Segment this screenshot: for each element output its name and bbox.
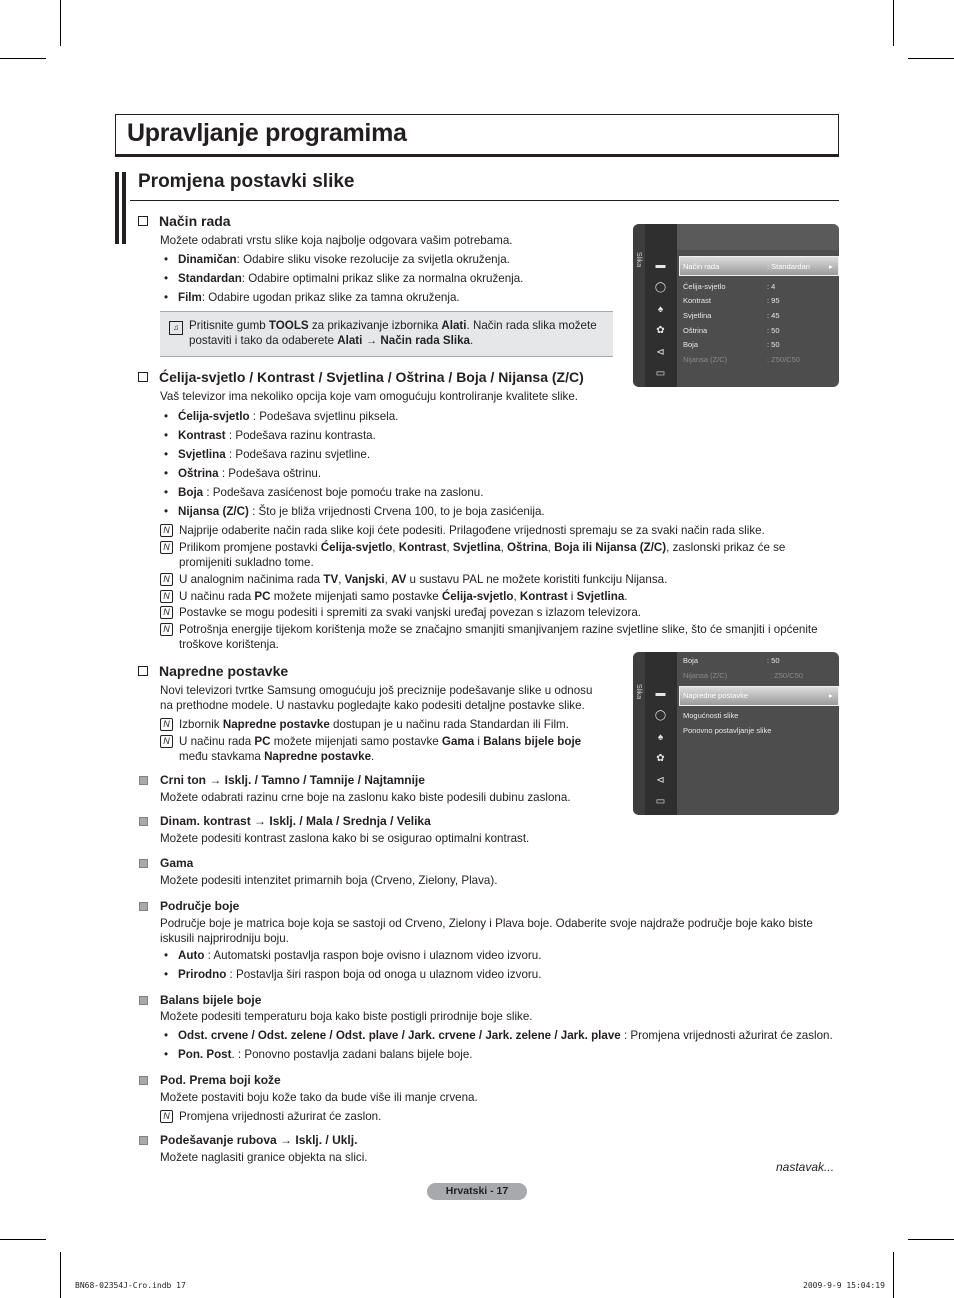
input-icon: ⊲ xyxy=(656,775,665,786)
list-item: • Odst. crvene / Odst. zelene / Odst. plave / Jark. crvene / Jark. zelene / Jark. plave : Promjena vrijednosti ažurirat će zaslon. xyxy=(164,1029,833,1042)
heading-napredne: Napredne postavke xyxy=(138,663,288,679)
note-icon: N xyxy=(160,718,173,731)
square-bullet-icon xyxy=(139,902,148,911)
square-bullet-icon xyxy=(139,776,148,785)
square-bullet-icon xyxy=(139,817,148,826)
note-icon: N xyxy=(160,541,173,554)
paragraph: Možete odabrati razinu crne boje na zaslonu kako biste podesili dubinu zaslona. xyxy=(160,791,571,804)
crop-mark xyxy=(893,0,894,46)
menu-row: Mogućnosti slike xyxy=(683,711,739,720)
picture-icon: ▬ xyxy=(655,688,666,699)
section-title: Promjena postavki slike xyxy=(138,171,355,192)
list-item: • Prirodno : Postavlja širi raspon boja od onoga u ulaznom video izvoru. xyxy=(164,968,542,981)
chapter-title-box xyxy=(115,114,839,155)
heading-nacin-rada: Način rada xyxy=(138,213,231,229)
paragraph: Područje boje je matrica boje koja se sastoji od Crveno, Zielony i Plava boje. Odaberite svoje najdraže područje boje kako biste iskusili najprirodniju boju. xyxy=(160,917,813,945)
menu-row-selected: Način rada : Standardan ▸ xyxy=(683,262,833,271)
menu-row: Kontrast : 95 xyxy=(683,296,780,305)
square-bullet-icon xyxy=(139,859,148,868)
menu-row: Boja : 50 xyxy=(683,340,780,349)
note-icon: N xyxy=(160,573,173,586)
paragraph: Možete podesiti intenzitet primarnih boja (Crveno, Zielony, Plava). xyxy=(160,874,498,887)
paragraph: Možete podesiti kontrast zaslona kako bi se osigurao optimalni kontrast. xyxy=(160,832,530,845)
note: N Potrošnja energije tijekom korištenja može se značajno smanjiti smanjivanjem razine svjetline slike, što će smanjiti i općenite troškove korištenja. xyxy=(179,622,818,652)
continued-label: nastavak... xyxy=(776,1160,835,1174)
paragraph: Možete podesiti temperaturu boja kako biste postigli prirodnije boje slike. xyxy=(160,1010,533,1023)
list-item: • Standardan: Odabire optimalni prikaz slike za normalna okruženja. xyxy=(164,272,524,285)
list-item: • Svjetlina : Podešava razinu svjetline. xyxy=(164,448,371,461)
sound-icon: ◯ xyxy=(654,710,667,721)
list-item: • Dinamičan: Odabire sliku visoke rezolucije za svijetla okruženja. xyxy=(164,253,510,266)
note-icon: N xyxy=(160,1110,173,1123)
print-info-left: BN68-02354J-Cro.indb 17 xyxy=(75,1281,186,1290)
checkbox-bullet-icon xyxy=(138,666,148,676)
menu-row: Boja : 50 xyxy=(683,656,780,665)
list-item: • Ćelija-svjetlo : Podešava svjetlinu piksela. xyxy=(164,410,399,423)
list-item: • Film: Odabire ugodan prikaz slike za tamna okruženja. xyxy=(164,291,460,304)
menu-row-disabled: Nijansa (Z/C) : Z50/C50 xyxy=(683,355,800,364)
note: N Izbornik Napredne postavke dostupan je u načinu rada Standardan ili Film. xyxy=(179,717,569,732)
paragraph: Možete naglasiti granice objekta na slici. xyxy=(160,1151,368,1164)
subheading: Dinam. kontrast → Isklj. / Mala / Srednja / Velika xyxy=(160,814,431,828)
crop-mark xyxy=(893,1252,894,1298)
print-info-right: 2009-9-9 15:04:19 xyxy=(803,1281,885,1290)
note: N Prilikom promjene postavki Ćelija-svjetlo, Kontrast, Svjetlina, Oštrina, Boja ili Nijansa (Z/C), zaslonski prikaz će se promijeniti sukladno tome. xyxy=(179,540,819,570)
note-icon: N xyxy=(160,590,173,603)
menu-row: Ponovno postavljanje slike xyxy=(683,726,772,735)
square-bullet-icon xyxy=(139,1136,148,1145)
tools-icon: ♫ xyxy=(169,321,183,335)
crop-mark xyxy=(908,58,954,59)
menu-side-label: Slika xyxy=(635,684,642,700)
paragraph: Možete odabrati vrstu slike koja najbolje odgovara vašim potrebama. xyxy=(160,234,513,247)
menu-row-selected: Napredne postavke ▸ xyxy=(683,691,833,700)
crop-mark xyxy=(0,1239,46,1240)
menu-row: Svjetlina : 45 xyxy=(683,311,780,320)
paragraph: Novi televizori tvrtke Samsung omogućuju još preciznije podešavanje slike u odnosu na prethodne modele. U nastavku pogledajte kako podesiti detaljne postavke slike. xyxy=(160,684,593,712)
paragraph: Vaš televizor ima nekoliko opcija koje vam omogućuju kontroliranje kvalitete slike. xyxy=(160,390,578,403)
square-bullet-icon xyxy=(139,996,148,1005)
note: N Najprije odaberite način rada slike koji ćete podesiti. Prilagođene vrijednosti spremaju se za svaki način rada slike. xyxy=(179,523,765,538)
tip-text: Pritisnite gumb TOOLS za prikazivanje izbornika Alati. Način rada slika možete postaviti i tako da odaberete Alati → Način rada Slika. xyxy=(189,319,597,347)
note-icon: N xyxy=(160,606,173,619)
heading-celija: Ćelija-svjetlo / Kontrast / Svjetlina / Oštrina / Boja / Nijansa (Z/C) xyxy=(138,369,584,385)
crop-mark xyxy=(0,58,46,59)
section-bar xyxy=(115,172,119,244)
divider xyxy=(130,200,839,201)
subheading: Pod. Prema boji kože xyxy=(160,1073,281,1087)
picture-icon: ▬ xyxy=(655,260,666,271)
note: N U analognim načinima rada TV, Vanjski, AV u sustavu PAL ne možete koristiti funkciju Nijansa. xyxy=(179,572,667,587)
note-icon: N xyxy=(160,735,173,748)
page-number: Hrvatski - 17 xyxy=(427,1183,527,1200)
list-item: • Nijansa (Z/C) : Što je bliža vrijednosti Crvena 100, to je boja zasićenija. xyxy=(164,505,545,518)
note-icon: N xyxy=(160,524,173,537)
subheading: Gama xyxy=(160,856,193,870)
list-item: • Pon. Post. : Ponovno postavlja zadani balans bijele boje. xyxy=(164,1048,473,1061)
subheading: Crni ton → Isklj. / Tamno / Tamnije / Najtamnije xyxy=(160,773,425,787)
tv-menu-screenshot-picture xyxy=(633,224,839,387)
section-bar xyxy=(122,172,126,244)
menu-row-disabled: Nijansa (Z/C) : Z50/C50 xyxy=(683,671,803,680)
crop-mark xyxy=(60,1252,61,1298)
menu-side-label: Slika xyxy=(635,252,642,268)
subheading: Balans bijele boje xyxy=(160,993,261,1007)
note-icon: N xyxy=(160,623,173,636)
channel-icon: ♠ xyxy=(657,304,664,315)
crop-mark xyxy=(60,0,61,46)
tip-box xyxy=(160,311,613,357)
list-item: • Boja : Podešava zasićenost boje pomoću trake na zaslonu. xyxy=(164,486,484,499)
sound-icon: ◯ xyxy=(654,282,667,293)
setup-icon: ✿ xyxy=(656,325,665,336)
note: N Promjena vrijednosti ažurirat će zaslon. xyxy=(179,1109,381,1124)
application-icon: ▭ xyxy=(655,796,666,807)
divider xyxy=(115,155,839,157)
chapter-title: Upravljanje programima xyxy=(127,119,407,147)
subheading: Podešavanje rubova → Isklj. / Uklj. xyxy=(160,1133,357,1147)
note: N U načinu rada PC možete mijenjati samo postavke Ćelija-svjetlo, Kontrast i Svjetlina. xyxy=(179,589,628,604)
checkbox-bullet-icon xyxy=(138,372,148,382)
channel-icon: ♠ xyxy=(657,732,664,743)
menu-row: Oštrina : 50 xyxy=(683,326,780,335)
menu-row: Ćelija-svjetlo : 4 xyxy=(683,282,776,291)
note: N Postavke se mogu podesiti i spremiti za svaki vanjski uređaj povezan s izlazom televizora. xyxy=(179,605,641,620)
subheading: Područje boje xyxy=(160,899,239,913)
checkbox-bullet-icon xyxy=(138,216,148,226)
application-icon: ▭ xyxy=(655,368,666,379)
list-item: • Kontrast : Podešava razinu kontrasta. xyxy=(164,429,376,442)
list-item: • Auto : Automatski postavlja raspon boje ovisno i ulaznom video izvoru. xyxy=(164,949,542,962)
setup-icon: ✿ xyxy=(656,753,665,764)
list-item: • Oštrina : Podešava oštrinu. xyxy=(164,467,322,480)
note: N U načinu rada PC možete mijenjati samo postavke Gama i Balans bijele boje među stavkama Napredne postavke. xyxy=(179,734,581,764)
tv-menu-screenshot-advanced xyxy=(633,652,839,815)
square-bullet-icon xyxy=(139,1076,148,1085)
input-icon: ⊲ xyxy=(656,347,665,358)
paragraph: Možete postaviti boju kože tako da bude više ili manje crvena. xyxy=(160,1091,478,1104)
crop-mark xyxy=(908,1239,954,1240)
